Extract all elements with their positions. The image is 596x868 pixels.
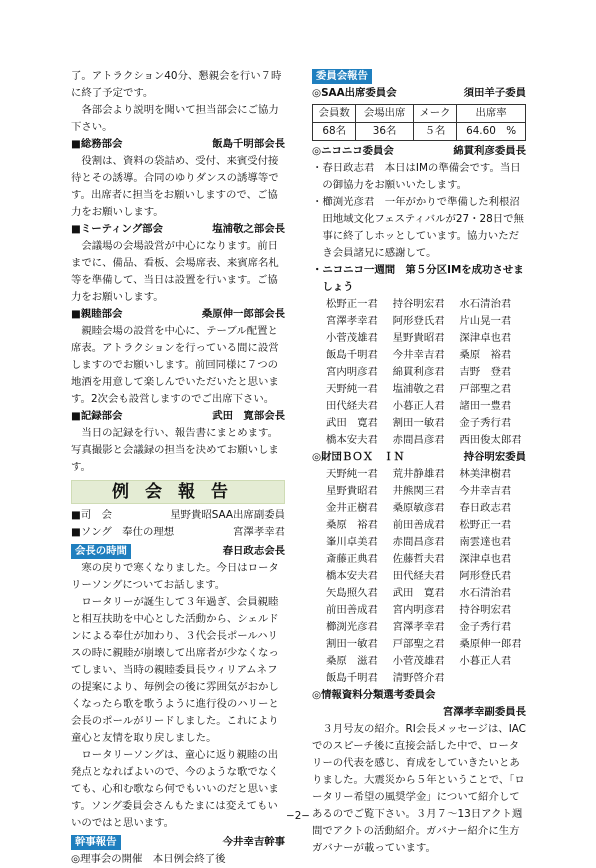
attendance-header: 出席率 bbox=[457, 105, 526, 123]
member-name: 金子秀行君 bbox=[459, 621, 512, 633]
member-name: 荒井静雄君 bbox=[392, 468, 445, 480]
member-name: 小暮正人君 bbox=[392, 400, 445, 412]
attendance-table bbox=[312, 104, 526, 141]
box-person: 持谷明宏委員 bbox=[463, 451, 526, 463]
member-name: 矢島照久君 bbox=[326, 587, 378, 599]
member-name: 飯島千明君 bbox=[326, 349, 378, 361]
president-name: 春日政志会長 bbox=[222, 545, 285, 557]
attendance-header: 会員数 bbox=[313, 105, 356, 123]
member-name: 桑原伸一郎君 bbox=[459, 638, 522, 650]
box-header bbox=[312, 449, 526, 466]
member-name: 飯島千明君 bbox=[326, 672, 378, 684]
song-row bbox=[71, 524, 285, 541]
member-name: 阿形登氏君 bbox=[392, 315, 445, 327]
member-name: 割田一敏君 bbox=[326, 638, 378, 650]
member-name: 深津卓也君 bbox=[459, 553, 512, 565]
section-title: ■親睦部会 bbox=[71, 308, 123, 320]
right-column bbox=[312, 68, 526, 857]
section-title: ■ミーティング部会 bbox=[71, 223, 163, 235]
nico-week-bullet: ・ニコニコ一週間 第５分区IMを成功させましょう bbox=[312, 264, 524, 293]
member-name: 今井幸吉君 bbox=[392, 349, 445, 361]
section-shinboku bbox=[71, 306, 285, 323]
member-name: 金子秀行君 bbox=[459, 417, 512, 429]
emcee-row bbox=[71, 507, 285, 524]
member-name: 星野貴昭君 bbox=[326, 485, 378, 497]
attendance-value: 64.60 % bbox=[457, 123, 526, 141]
secretary-report-header bbox=[71, 834, 285, 851]
member-name: 吉野 登君 bbox=[459, 366, 512, 378]
member-name: 水石清治君 bbox=[459, 587, 512, 599]
info-header bbox=[312, 687, 526, 704]
member-name: 割田一敏君 bbox=[392, 417, 445, 429]
president-time-header bbox=[71, 543, 285, 560]
president-text-3: ロータリーソングは、童心に返り親睦の出発点となればよいので、今のような歌でなくても、心和む歌なら何でもいいのだと思います。ソング委員会さんもたまには変えてもいいのではと思います。 bbox=[71, 749, 279, 829]
member-name: 赤間昌彦君 bbox=[392, 434, 445, 446]
attendance-value: 68名 bbox=[313, 123, 356, 141]
member-name: 金井正樹君 bbox=[326, 502, 378, 514]
member-name: 橋本安夫君 bbox=[326, 434, 378, 446]
nico-header bbox=[312, 143, 526, 160]
member-name: 宮澤孝幸君 bbox=[392, 621, 445, 633]
member-name: 今井幸吉君 bbox=[459, 485, 512, 497]
member-name: 前田善成君 bbox=[392, 519, 445, 531]
member-name: 桑原 裕君 bbox=[459, 349, 512, 361]
meeting-report-banner: 例会報告 bbox=[71, 480, 285, 504]
member-name: 小暮正人君 bbox=[459, 655, 512, 667]
box-title: ◎財団ＢＯＸ ＩＮ bbox=[312, 451, 405, 463]
intro-text: 了。アトラクション40分、懇親会を行い７時に終了予定です。 bbox=[71, 70, 282, 99]
member-name: 小菅茂雄君 bbox=[392, 655, 445, 667]
info-title: ◎情報資料分類選考委員会 bbox=[312, 689, 436, 701]
attendance-value: ５名 bbox=[413, 123, 456, 141]
left-column bbox=[71, 68, 285, 868]
member-name: 武田 寛君 bbox=[392, 587, 445, 599]
section-title: ■総務部会 bbox=[71, 138, 123, 150]
section-body: 役割は、資料の袋詰め、受付、来賓受付接待とその誘導。合同のゆりダンスの誘導等です。出席者に担当をお願いしますので、ご協力をお願いします。 bbox=[71, 155, 279, 218]
president-time-tag: 会長の時間 bbox=[71, 544, 131, 559]
member-name: 戸部聖之君 bbox=[392, 638, 445, 650]
nico-bullet: ・櫛渕光彦君 一年がかりで準備した利根沼田地域文化フェスティバルが27・28日で無事に終了しホッとしています。協力いただき会員諸兄に感謝して。 bbox=[312, 196, 524, 259]
member-name: 桑原 滋君 bbox=[326, 655, 378, 667]
member-name: 阿形登氏君 bbox=[459, 570, 512, 582]
section-person: 飯島千明部会長 bbox=[212, 138, 285, 150]
member-name: 田代経夫君 bbox=[392, 570, 445, 582]
section-meeting bbox=[71, 221, 285, 238]
section-person: 武田 寛部会長 bbox=[212, 410, 285, 422]
member-name: 小菅茂雄君 bbox=[326, 332, 378, 344]
president-text-2: ロータリーが誕生して３年過ぎ、会員親睦と相互扶助を中心とした活動から、シェルドンによる奉仕が加わり、３代会長ポールハリスの時に親睦が崩壊して出席者が少なくなってしまい、当時の親睦委員長ウィリアムネフの提案により、毎例会の後に雰囲気がおかしくなったら歌を歌うように進行役のハリーと会長のポールがリードしました。これにより童心と友情を取り戻しました。 bbox=[71, 596, 279, 744]
member-name: 深津卓也君 bbox=[459, 332, 512, 344]
member-name: 水石清治君 bbox=[459, 298, 512, 310]
member-name: 戸部聖之君 bbox=[459, 383, 512, 395]
member-name: 佐藤哲夫君 bbox=[392, 553, 445, 565]
secretary-name: 今井幸吉幹事 bbox=[222, 836, 285, 848]
member-name: 春日政志君 bbox=[459, 502, 512, 514]
member-name: 清野啓介君 bbox=[392, 672, 445, 684]
intro-request: 各部会より説明を聞いて担当部会にご協力下さい。 bbox=[71, 104, 279, 133]
attendance-header: メーク bbox=[413, 105, 456, 123]
member-name: 松野正一君 bbox=[326, 298, 378, 310]
member-name: 桑原 裕君 bbox=[326, 519, 378, 531]
info-text: ３月号友の紹介。RI会長メッセージは、IACでのスピーチ後に直接会話した中で、ロータリーの代表を感じ、育成をしていきたいとありました。大震災から５年ということで、「ロータリー希望の風奨学金」について紹介してあるのでご覧下さい。３月７～13日アクト週間でアクトの活動紹介。ガバナー紹介に生方ガバナーが載っています。 bbox=[312, 723, 526, 854]
member-name: 南雲達也君 bbox=[459, 536, 512, 548]
nico-title: ◎ニコニコ委員会 bbox=[312, 145, 394, 157]
member-name: 桑原敏彦君 bbox=[392, 502, 445, 514]
nico-person: 綿貫利彦委員長 bbox=[453, 145, 526, 157]
saa-header bbox=[312, 85, 526, 102]
attendance-header: 会場出席 bbox=[356, 105, 413, 123]
nico-names-list bbox=[312, 296, 526, 449]
section-kiroku bbox=[71, 408, 285, 425]
member-name: 井熊関三君 bbox=[392, 485, 445, 497]
emcee-person: 星野貴昭SAA出席副委員 bbox=[170, 509, 285, 521]
member-name: 天野純一君 bbox=[326, 383, 378, 395]
member-name: 武田 寛君 bbox=[326, 417, 378, 429]
emcee-label: ■司 会 bbox=[71, 509, 112, 521]
president-text-1: 寒の戻りで寒くなりました。今日はロータリーソングについてお話します。 bbox=[71, 562, 279, 591]
secretary-text: ◎理事会の開催 本日例会終了後 bbox=[71, 853, 226, 865]
section-title: ■記録部会 bbox=[71, 410, 123, 422]
member-name: 宮内明彦君 bbox=[326, 366, 378, 378]
song-person: 宮澤孝幸君 bbox=[233, 526, 285, 538]
saa-person: 須田羊子委員 bbox=[463, 87, 526, 99]
section-body: 当日の記録を行い、報告書にまとめます。写真撮影と会議録の担当を決めてお願いします。 bbox=[71, 427, 279, 473]
member-name: 松野正一君 bbox=[459, 519, 512, 531]
committee-report-tag: 委員会報告 bbox=[312, 69, 372, 84]
secretary-report-tag: 幹事報告 bbox=[71, 835, 121, 850]
member-name: 櫛渕光彦君 bbox=[326, 621, 378, 633]
attendance-header-row bbox=[313, 105, 526, 123]
saa-title: ◎SAA出席委員会 bbox=[312, 87, 397, 99]
member-name: 西田俊太郎君 bbox=[459, 434, 522, 446]
info-person: 宮澤孝幸副委員長 bbox=[442, 706, 526, 718]
member-name: 天野純一君 bbox=[326, 468, 378, 480]
member-name: 田代経夫君 bbox=[326, 400, 378, 412]
member-name: 片山晃一君 bbox=[459, 315, 512, 327]
section-soumu bbox=[71, 136, 285, 153]
member-name: 諸田一豊君 bbox=[459, 400, 512, 412]
member-name: 綿貫利彦君 bbox=[392, 366, 445, 378]
song-label: ■ソング 奉仕の理想 bbox=[71, 526, 175, 538]
member-name: 林美津樹君 bbox=[459, 468, 512, 480]
member-name: 赤間昌彦君 bbox=[392, 536, 445, 548]
member-name bbox=[459, 670, 526, 687]
box-names-list bbox=[312, 466, 526, 687]
member-name: 塩浦敬之君 bbox=[392, 383, 445, 395]
section-person: 桑原伸一郎部会長 bbox=[201, 308, 285, 320]
member-name: 持谷明宏君 bbox=[392, 298, 445, 310]
attendance-value-row bbox=[313, 123, 526, 141]
page-number: −2− bbox=[285, 810, 311, 822]
section-body: 会議場の会場設営が中心になります。前日までに、備品、看板、会場席表、来賓席名札等を準備して、当日は設置を行います。ご協力をお願いします。 bbox=[71, 240, 279, 303]
member-name: 宮澤孝幸君 bbox=[326, 315, 378, 327]
member-name: 橋本安夫君 bbox=[326, 570, 378, 582]
member-name: 宮内明彦君 bbox=[392, 604, 445, 616]
committee-report-tag-row bbox=[312, 68, 526, 85]
member-name: 斎藤正典君 bbox=[326, 553, 378, 565]
attendance-value: 36名 bbox=[356, 123, 413, 141]
section-person: 塩浦敬之部会長 bbox=[212, 223, 285, 235]
member-name: 前田善成君 bbox=[326, 604, 378, 616]
member-name: 星野貴昭君 bbox=[392, 332, 445, 344]
member-name: 持谷明宏君 bbox=[459, 604, 512, 616]
member-name: 峯川卓美君 bbox=[326, 536, 378, 548]
nico-bullet: ・春日政志君 本日はIMの準備会です。当日の御協力をお願いいたします。 bbox=[312, 162, 521, 191]
section-body: 親睦会場の設営を中心に、テーブル配置と席表。アトラクションを行っている間に設営しますのでお願いします。前回同様に７つの地酒を用意して楽しんでいただいたと思います。2次会も設営しますのでご出席下さい。 bbox=[71, 325, 279, 405]
